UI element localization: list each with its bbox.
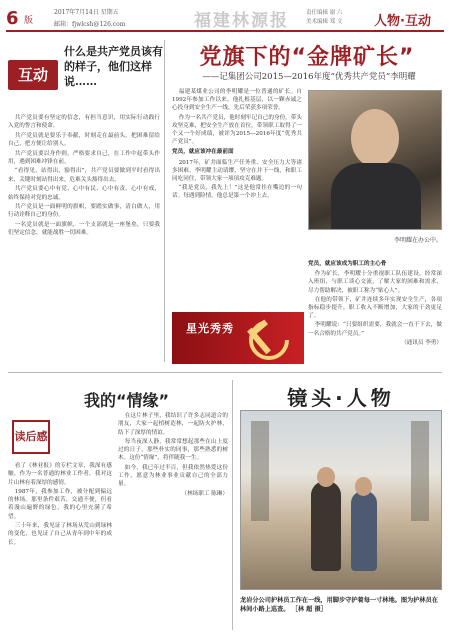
page-number: 6 [6,8,19,29]
article-paragraph: 作为一名共产党员，他时刻牢记自己的身份，带头攻坚克难，把安全生产放在首位，带领职工取得了一个又一个好成绩，被评为2015—2016年度“优秀共产党员”。 [172,114,302,146]
article-column-1 [172,88,302,202]
article-subtitle: 党员，就应该冲在最前面 [172,149,234,156]
party-banner [172,312,304,364]
article-headline: 党旗下的“金牌矿长” [199,45,415,70]
portrait-head [351,109,399,167]
email-line: 邮箱：fjwlcsh@126.com [54,21,126,28]
page-suffix: 版 [24,16,34,26]
essay-byline: （林场职工 陈琳） [181,490,228,497]
article-signature: （通讯员 李勇） [401,339,442,346]
interact-label: 互动 [8,60,58,90]
art-editor-line: 美术编辑 郑 文 [306,19,343,25]
essay-paragraph: 1987年，我参加工作，被分配到偏远的林场。那里条件艰苦，交通不便，但看着漫山遍野的绿色，我的心里充满了希望。 [8,488,112,520]
article-subtitle: 党员，就应该成为职工的主心骨 [308,261,387,267]
article-column-2 [308,258,442,348]
essay-column-2 [118,412,228,499]
interact-column [8,114,160,239]
essay-paragraph: 在这片林子里，我结识了许多志同道合的朋友，大家一起植树造林，一起防火护林，结下了深厚的情谊。 [118,413,228,436]
essay-paragraph: 每当夜深人静，我常常想起那些在山上度过的日子，那些朴实的同事，那些熟悉的树木。这份“情缘”，将伴随我一生。 [118,438,228,462]
essay-paragraph: 如今，我已年过半百，但我依然热爱这份工作，愿意为林业事业贡献自己的全部力量。 [118,464,228,488]
column-divider-lower [232,380,233,630]
section-name: 人物·互动 [374,14,431,29]
essay-column-1 [8,462,112,548]
interact-question: 什么是共产党员该有的样子，他们这样说…… [64,45,163,88]
interact-paragraph: 共产党员要心中有党、心中有民、心中有责、心中有戒，始终保持对党的忠诚。 [8,186,160,201]
lens-photo [240,410,442,590]
date-line: 2017年7月14日 星期五 [54,9,119,16]
lens-credit: ［林 超 摄］ [291,606,327,613]
article-subhead: ——记集团公司2015—2016年度“优秀共产党员”李明耀 [202,72,416,82]
article-paragraph: “我是党员，我先上！”这是他常挂在嘴边的一句话。每遇到险情，他总是第一个冲上去。 [172,185,302,200]
portrait-photo [308,90,442,230]
interact-paragraph: 共产党员就是要乐于奉献，时刻走在最前头，把困难留给自己，把方便让给别人。 [8,132,160,148]
banner-text: 星光秀秀 [186,322,234,335]
lens-caption-text: 龙岩分公司护林员工作在一线，用脚步守护着每一寸林地。图为护林员在林间小路上巡查。 [240,597,438,613]
interact-paragraph: “看得见，站得出，豁得出”，共产党员要做到平时看得出来，关键时刻站得出来，危难关头豁得出去。 [8,168,160,183]
interact-box [8,40,163,110]
editor-line: 责任编辑 谢 六 [306,10,343,16]
interact-paragraph: 共产党员要以身作则，严格要求自己，在工作中起带头作用，遇到困难冲锋在前。 [8,150,160,166]
tree-shape [411,421,429,521]
hammer-sickle-icon [244,318,294,362]
person-face [317,467,335,487]
page-header [6,6,444,32]
article-paragraph: 福建某煤业公司的李明耀是一位普通的矿长。自1992年参加工作以来，他扎根基层，以一颗赤诚之心投身到安全生产一线，先后荣获多项荣誉。 [172,89,302,112]
lens-caption [240,596,442,614]
interact-paragraph: 共产党员是一面鲜明的旗帜，要踏实做事，清白做人，用行动诠释自己的身份。 [8,204,160,219]
person-figure [311,481,341,571]
lens-section-title: 镜头·人物 [287,386,395,410]
article-paragraph: 2017年，矿井面临生产任务重、安全压力大等诸多困难。李明耀主动请缨，坚守在井下一线，和职工同吃同住，带领大家一项项攻克难题。 [172,159,302,183]
person-figure [351,491,377,571]
essay-paragraph: 看了《林业报》的专栏文章，我深有感触。作为一名普通的林业工作者，我对这片山林有着深厚的感情。 [8,463,112,486]
interact-paragraph: 一名党员就是一面旗帜，一个支部就是一座堡垒，只要我们坚定信念，就能战胜一切困难。 [8,221,160,237]
masthead-title: 福建林源报 [194,11,289,31]
essay-label: 读后感 [12,420,50,454]
article-paragraph: 作为矿长，李明耀十分重视职工队伍建设，经常深入班组，与职工谈心交流，了解大家的困难和需求，尽力帮助解决，被职工称为“贴心人”。 [308,271,442,294]
portrait-caption: 李明耀在办公中。 [393,237,442,244]
article-paragraph: 在他的带领下，矿井连续多年实现安全生产，各项指标稳步提升，职工收入不断增加，大家的干劲更足了。 [308,296,442,320]
person-face [355,477,372,496]
essay-title: 我的“情缘” [84,391,170,410]
editor-credits [306,9,343,27]
interact-paragraph: 共产党员要有坚定的信念，有担当意识，用实际行动践行入党的誓言和使命。 [8,115,160,130]
tree-shape [251,421,269,521]
section-divider [8,372,442,373]
portrait-body [331,163,421,230]
column-divider [164,40,165,362]
article-paragraph: 李明耀说：“只要组织需要，我就会一直干下去，做一名合格的共产党员。” [308,322,442,337]
essay-paragraph: 三十年来，我见证了林场从荒山到绿林的变化，也见证了自己从青年到中年的成长。 [8,523,112,546]
